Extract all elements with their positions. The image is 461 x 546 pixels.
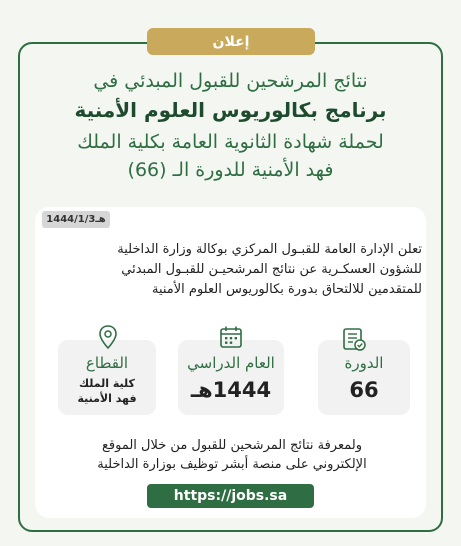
body-line: للشؤون العسكـرية عن نتائج المرشحيـن للقبـول المبدئي (121, 262, 422, 277)
headline-line-2: برنامج بكالوريوس العلوم الأمنية (74, 98, 387, 122)
announcement-body (42, 240, 422, 300)
location-pin-icon (96, 323, 120, 351)
footer-text (42, 436, 422, 474)
calendar-icon (217, 323, 245, 351)
footer-line: ولمعرفة نتائج المرشحين للقبول من خلال الموقع (101, 438, 362, 453)
sector-label: القطاع (85, 354, 129, 372)
body-line: تعلن الإدارة العامة للقبـول المركزي بوكالة وزارة الداخلية (117, 242, 422, 257)
footer-line: الإلكتروني على منصة أبشر توظيف بوزارة الداخلية (97, 457, 367, 472)
course-label: الدورة (344, 354, 384, 372)
checklist-icon (340, 325, 368, 353)
headline-line-3: لحملة شهادة الثانوية العامة بكلية الملك (77, 131, 384, 153)
jobs-link-button[interactable]: https://jobs.sa (147, 484, 314, 508)
date-tag: 1444/1/3هـ (42, 211, 110, 228)
sector-value-line-1: كلية الملك (79, 377, 135, 390)
year-label: العام الدراسي (187, 354, 275, 372)
course-value: 66 (349, 378, 379, 402)
body-line: للمتقدمين للالتحاق بدورة بكالوريوس العلوم الأمنية (151, 282, 422, 297)
sector-value-line-2: فهد الأمنية (77, 392, 137, 405)
year-value: 1444هـ (190, 378, 272, 402)
announcement-badge: إعلان (147, 28, 315, 55)
headline-line-4: فهد الأمنية للدورة الـ (66) (127, 159, 334, 181)
headline-line-1: نتائج المرشحين للقبول المبدئي في (93, 70, 368, 92)
